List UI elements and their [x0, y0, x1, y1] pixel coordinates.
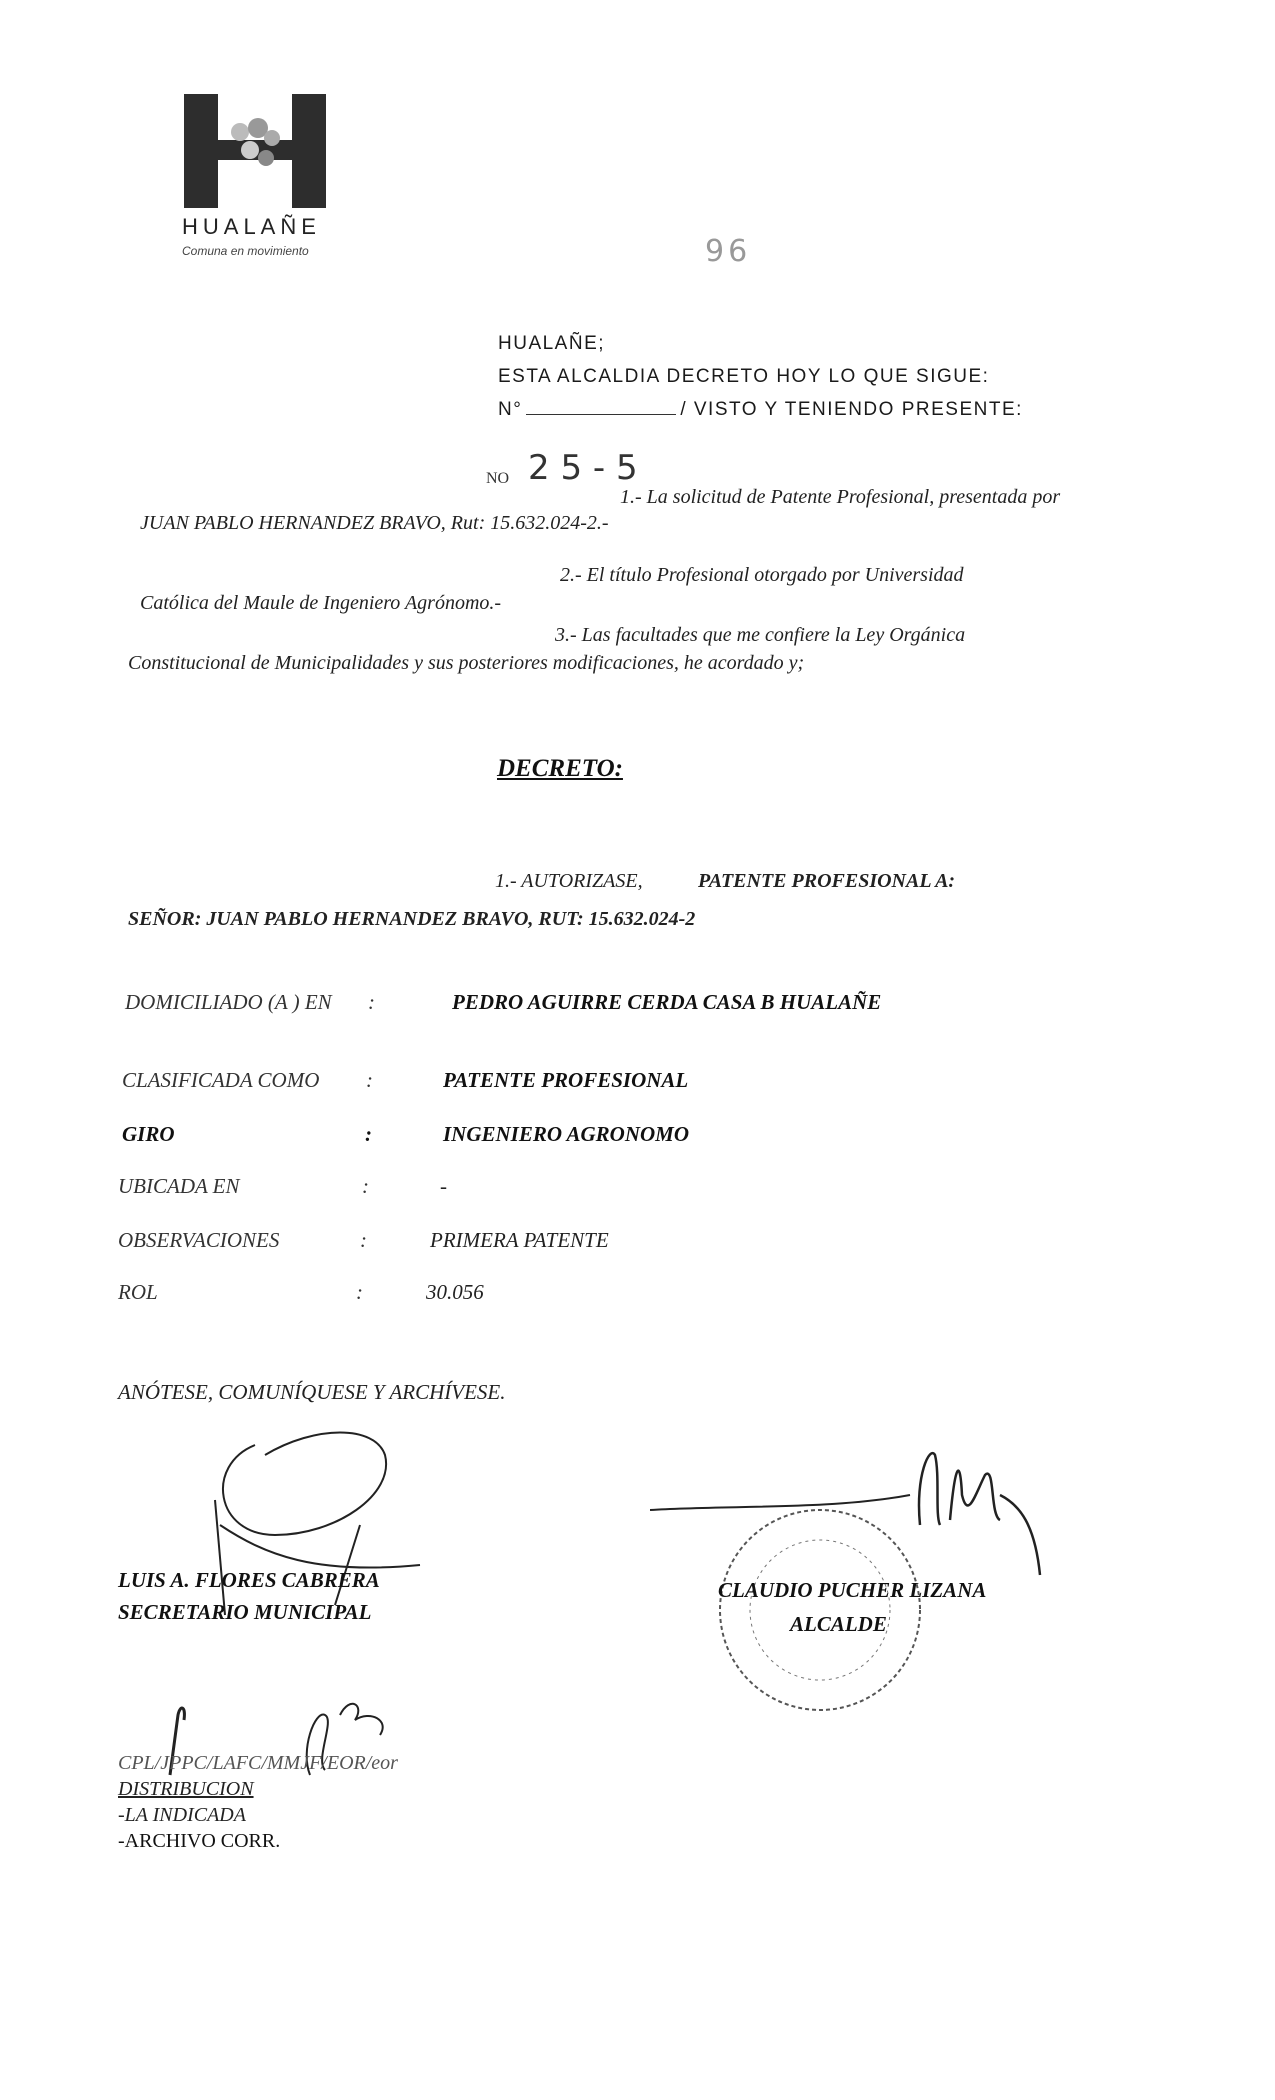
authorization-type: PATENTE PROFESIONAL A: — [698, 870, 956, 892]
detail-colon-rol: : — [356, 1280, 363, 1304]
consideration-1-line-2: JUAN PABLO HERNANDEZ BRAVO, Rut: 15.632.024-2.- — [140, 512, 609, 534]
detail-value-domicile: PEDRO AGUIRRE CERDA CASA B HUALAÑE — [452, 990, 882, 1014]
detail-label-location: UBICADA EN — [118, 1174, 240, 1198]
decree-number-blank — [526, 400, 676, 415]
distribution-initials: CPL/JPPC/LAFC/MMJF/EOR/eor — [118, 1752, 398, 1774]
handwritten-no: NO — [486, 470, 510, 487]
stamp-number: 96 — [705, 234, 752, 269]
distribution-title: DISTRIBUCION — [118, 1778, 254, 1800]
authorization-beneficiary: SEÑOR: JUAN PABLO HERNANDEZ BRAVO, RUT: 15.632.024-2 — [128, 908, 696, 930]
detail-label-observations: OBSERVACIONES — [118, 1228, 280, 1252]
logo-name: HUALAÑE — [182, 214, 321, 239]
detail-label-domicile: DOMICILIADO (A ) EN — [125, 990, 332, 1014]
detail-colon-domicile: : — [368, 990, 375, 1014]
closing-phrase: ANÓTESE, COMUNÍQUESE Y ARCHÍVESE. — [118, 1380, 506, 1404]
detail-colon-observations: : — [360, 1228, 367, 1252]
header-visto: / VISTO Y TENIENDO PRESENTE: — [680, 399, 1023, 420]
consideration-3-line-1: 3.- Las facultades que me confiere la Ley Orgánica — [555, 624, 966, 646]
consideration-3-line-2: Constitucional de Municipalidades y sus posteriores modificaciones, he acordado y; — [128, 652, 805, 674]
authorization-number: 1.- AUTORIZASE, — [495, 870, 643, 892]
distribution-item-1: -LA INDICADA — [118, 1804, 246, 1826]
detail-value-giro: INGENIERO AGRONOMO — [443, 1122, 690, 1146]
hualane-logo-icon — [180, 88, 330, 213]
decreto-title: DECRETO: — [497, 755, 623, 782]
signature-right-title: ALCALDE — [790, 1612, 887, 1636]
detail-colon-location: : — [362, 1174, 369, 1198]
detail-value-rol: 30.056 — [426, 1280, 484, 1304]
header-line-3 — [498, 399, 1023, 421]
decree-number-prefix: N° — [498, 399, 523, 420]
municipal-seal-icon — [705, 1500, 935, 1720]
detail-label-giro: GIRO — [122, 1122, 175, 1146]
logo-tagline: Comuna en movimiento — [182, 244, 309, 258]
detail-colon-giro: : — [365, 1122, 372, 1146]
signature-left-name: LUIS A. FLORES CABRERA — [118, 1568, 380, 1592]
header-line-2: ESTA ALCALDIA DECRETO HOY LO QUE SIGUE: — [498, 366, 990, 387]
detail-value-observations: PRIMERA PATENTE — [430, 1228, 609, 1252]
header-line-1: HUALAÑE; — [498, 333, 606, 354]
consideration-2-line-1: 2.- El título Profesional otorgado por Universidad — [560, 564, 964, 586]
signature-left-title: SECRETARIO MUNICIPAL — [118, 1600, 372, 1624]
consideration-2-line-2: Católica del Maule de Ingeniero Agrónomo.- — [140, 592, 502, 614]
signature-right-name: CLAUDIO PUCHER LIZANA — [718, 1578, 987, 1602]
detail-label-classified: CLASIFICADA COMO — [122, 1068, 320, 1092]
handwritten-decree-number: 2 5 - 5 — [528, 448, 638, 488]
distribution-item-2: -ARCHIVO CORR. — [118, 1830, 281, 1852]
detail-value-classified: PATENTE PROFESIONAL — [443, 1068, 689, 1092]
detail-colon-classified: : — [366, 1068, 373, 1092]
consideration-1-line-1: 1.- La solicitud de Patente Profesional, presentada por — [620, 486, 1061, 508]
detail-value-location: - — [440, 1174, 447, 1198]
detail-label-rol: ROL — [118, 1280, 158, 1304]
